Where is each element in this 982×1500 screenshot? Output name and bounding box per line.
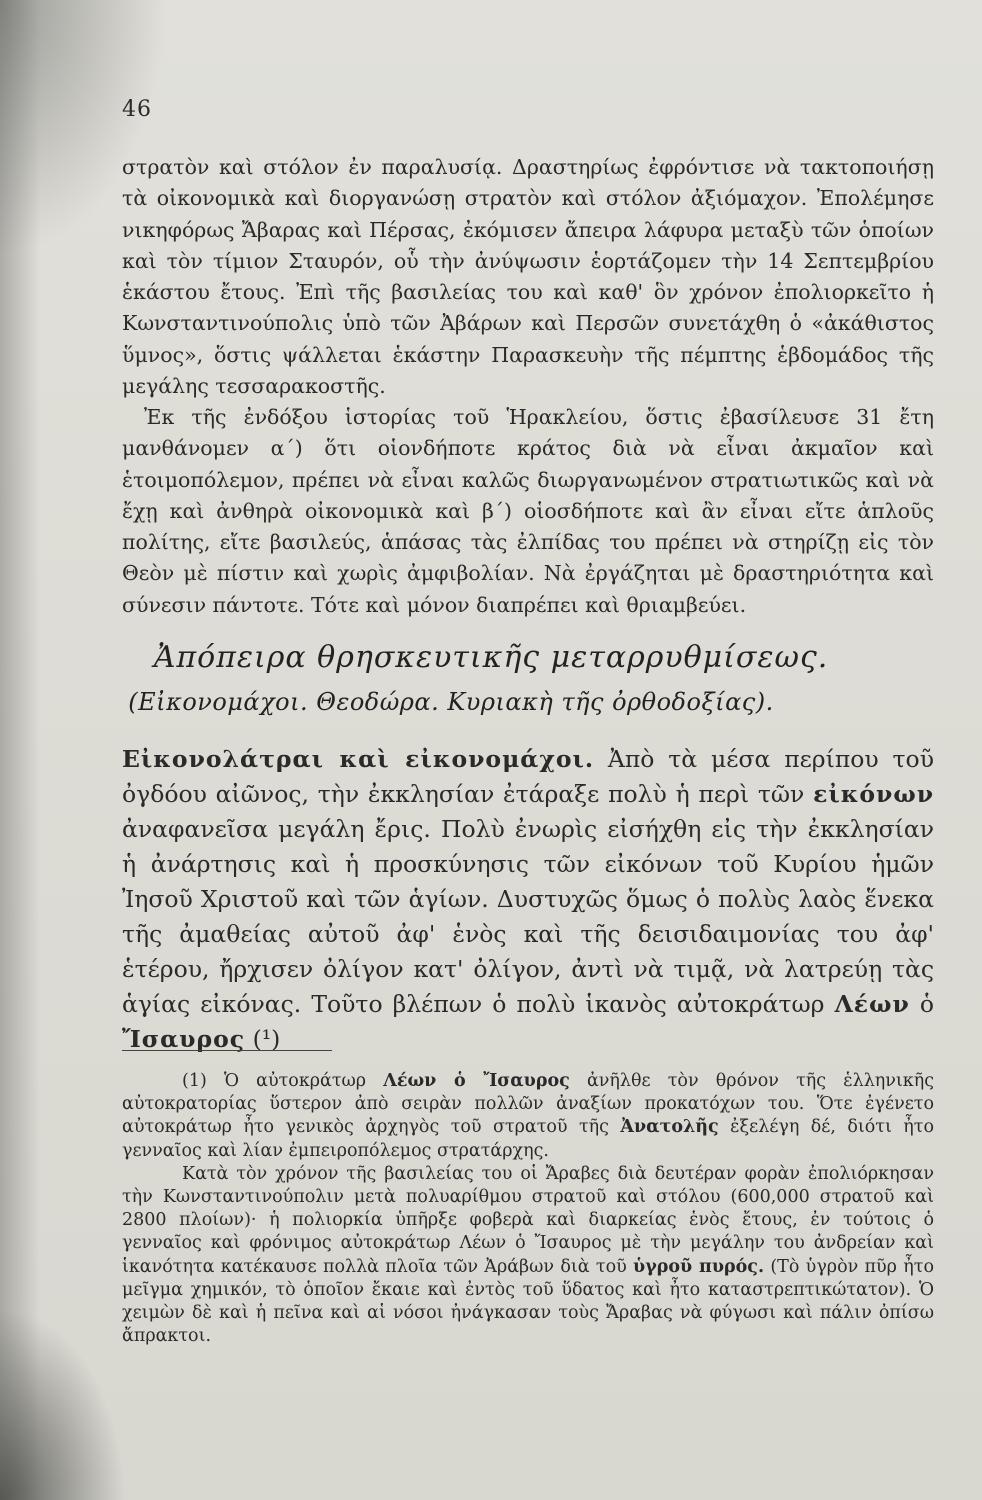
- footnotes: [122, 1070, 934, 1348]
- body-text: ἀναφανεῖσα μεγάλη ἔρις. Πολὺ ἐνωρὶς εἰσήχθη εἰς τὴν ἐκκλησίαν ἡ ἀνάρτησις καὶ ἡ προσκύνησις τῶν εἰκόνων τοῦ Κυρίου ἡμῶν Ἰησοῦ Χριστοῦ καὶ τῶν ἁγίων. Δυστυχῶς ὅμως ὁ πολὺς λαὸς ἕνεκα τῆς ἀμαθείας αὐτοῦ ἀφ' ἑνὸς καὶ τῆς δεισιδαιμονίας του ἀφ' ἑτέρου, ἤρχισεν ὀλίγον κατ' ὀλίγον, ἀντὶ νὰ τιμᾷ, νὰ λατρεύῃ τὰς ἁγίας εἰκόνας. Τοῦτο βλέπων ὁ πολὺ ἱκανὸς αὐτοκράτωρ: [122, 815, 934, 1018]
- body-text: Ἀπὸ τὰ μέσα περίπου τοῦ ὀγδόου αἰῶνος, τὴν ἐκκλησίαν ἐτάραξε πολὺ ἡ περὶ τῶν: [122, 745, 934, 808]
- body-lead-heading: Εἰκονολάτραι καὶ εἰκονομάχοι.: [122, 745, 595, 773]
- footnote-marker: (¹): [245, 1025, 281, 1053]
- footnote-2: [122, 1163, 934, 1349]
- footnote-text: ἀνῆλθε τὸν θρόνον τῆς ἑλληνικῆς αὐτοκρατορίας ὕστερον ἀπὸ σειρὰν πολλῶν ἀναξίων προκατόχων του. Ὅτε ἐγένετο αὐτοκράτωρ ἦτο γενικὸς ἀρχηγὸς τοῦ στρατοῦ τῆς: [122, 1071, 934, 1138]
- footnote-text: Κατὰ τὸν χρόνον τῆς βασιλείας του οἱ Ἄραβες διὰ δευτέραν φορὰν ἐπολιόρκησαν τὴν Κωνσταντινούπολιν μετὰ πολυαρίθμου στρατοῦ καὶ στόλου (600,000 στρατοῦ καὶ 2800 πλοίων)· ἡ πολιορκία ὑπῆρξε φοβερὰ καὶ διαρκείας ἑνὸς ἔτους, ἐν τούτοις ὁ γενναῖος καὶ φρόνιμος αὐτοκράτωρ Λέων ὁ Ἴσαυρος μὲ τὴν μεγάλην του ἀνδρείαν καὶ ἱκανότητα κατέκαυσε πολλὰ πλοῖα τῶν Ἀράβων διὰ τοῦ: [122, 1163, 934, 1277]
- footnote-bold: Ἀνατολῆς: [620, 1117, 719, 1138]
- section-subtitle: (Εἰκονομάχοι. Θεοδώρα. Κυριακὴ τῆς ὀρθοδοξίας).: [128, 688, 774, 716]
- body-bold-term: εἰκόνων: [813, 780, 934, 808]
- section-body: [122, 742, 934, 1057]
- paragraph-heraclius-reign: στρατὸν καὶ στόλον ἐν παραλυσίᾳ. Δραστηρίως ἐφρόντισε νὰ τακτοποιήσῃ τὰ οἰκονομικὰ καὶ διοργανώσῃ στρατὸν καὶ στόλον ἀξιόμαχον. Ἐπολέμησε νικηφόρως Ἄβαρας καὶ Πέρσας, ἐκόμισεν ἄπειρα λάφυρα μεταξὺ τῶν ὁποίων καὶ τὸν τίμιον Σταυρόν, οὗ τὴν ἀνύψωσιν ἑορτάζομεν τὴν 14 Σεπτεμβρίου ἑκάστου ἔτους. Ἐπὶ τῆς βασιλείας του καὶ καθ' ὃν χρόνον ἐπολιορκεῖτο ἡ Κωνσταντινούπολις ὑπὸ τῶν Ἀβάρων καὶ Περσῶν συνετάχθη ὁ «ἀκάθιστος ὕμνος», ὅστις ψάλλεται ἑκάστην Παρασκευὴν τῆς πέμπτης ἑβδομάδος τῆς μεγάλης τεσσαρακοστῆς.: [122, 155, 934, 399]
- page-edge-shadow: [0, 0, 40, 1500]
- page-number: 46: [122, 97, 152, 122]
- paragraph-lessons: Ἐκ τῆς ἐνδόξου ἱστορίας τοῦ Ἡρακλείου, ὅστις ἐβασίλευσε 31 ἔτη μανθάνομεν α΄) ὅτι οἱονδήποτε κράτος διὰ νὰ εἶναι ἀκμαῖον καὶ ἑτοιμοπόλεμον, πρέπει νὰ εἶναι καλῶς διωργανωμένον στρατιωτικῶς καὶ νὰ ἔχῃ καὶ ἀνθηρὰ οἰκονομικὰ καὶ β΄) οἱοσδήποτε καὶ ἂν εἶναι εἴτε ἁπλοῦς πολίτης, εἴτε βασιλεύς, ἁπάσας τὰς ἐλπίδας του πρέπει νὰ στηρίζῃ εἰς τὸν Θεὸν μὲ πίστιν καὶ χωρὶς ἀμφιβολίαν. Νὰ ἐργάζηται μὲ δραστηριότητα καὶ σύνεσιν πάντοτε. Τότε καὶ μόνον διαπρέπει καὶ θριαμβεύει.: [122, 405, 934, 617]
- footnote-1: [122, 1070, 934, 1163]
- body-text: ὁ: [909, 990, 934, 1018]
- footnote-bold: Λέων ὁ Ἴσαυρος: [383, 1071, 570, 1091]
- section-title: Ἀπόπειρα θρησκευτικῆς μεταρρυθμίσεως.: [153, 640, 829, 675]
- body-bold-name: Λέων: [834, 990, 910, 1018]
- footnote-text: (Τὸ ὑγρὸν πῦρ ἦτο μεῖγμα χημικόν, τὸ ὁποῖον ἔκαιε καὶ ἐντὸς τοῦ ὕδατος καὶ ἦτο καταστρεπτικώτατον). Ὁ χειμὼν δὲ καὶ ἡ πεῖνα καὶ αἱ νόσοι ἠνάγκασαν τοὺς Ἄραβας νὰ φύγωσι καὶ πάλιν ὀπίσω ἄπρακτοι.: [122, 1256, 934, 1347]
- footnote-divider: [122, 1050, 332, 1051]
- body-bold-name: Ἴσαυρος: [122, 1025, 246, 1053]
- footnote-bold: ὑγροῦ πυρός.: [633, 1256, 765, 1277]
- footnote-text: ἐξελέγη δέ, διότι ἦτο γενναῖος καὶ λίαν ἐμπειροπόλεμος στρατάρχης.: [122, 1117, 934, 1161]
- footnote-text: (1) Ὁ αὐτοκράτωρ: [182, 1071, 384, 1091]
